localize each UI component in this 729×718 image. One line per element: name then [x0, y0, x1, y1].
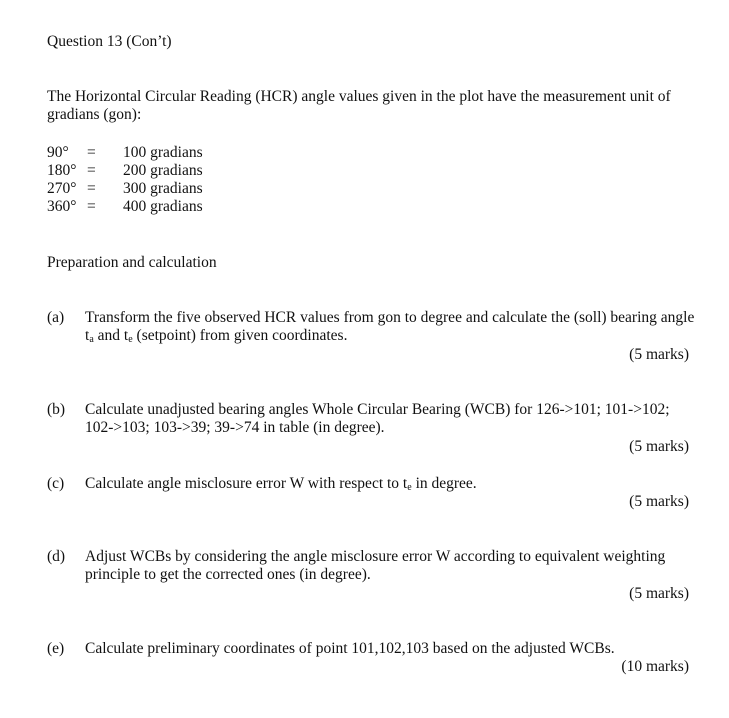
question-d-marks: (5 marks)	[629, 585, 689, 602]
question-d-text: Adjust WCBs by considering the angle misclosure error W according to equivalent weighting principle to get the corrected ones (in degree).	[85, 548, 666, 583]
equals-sign: =	[87, 144, 96, 161]
question-a-text-part: Transform the five observed HCR values from gon to degree and calculate the (soll) bearing angle t	[85, 309, 695, 344]
degree-value: 360°	[47, 198, 77, 215]
conversion-row	[47, 198, 203, 216]
question-a-text	[85, 309, 695, 349]
question-a-text-part: and t	[93, 327, 129, 344]
question-b-text: Calculate unadjusted bearing angles Whole Circular Bearing (WCB) for 126->101; 101->102; 102->103; 103->39; 39->74 in table (in degree).	[85, 401, 670, 436]
question-e-label: (e)	[47, 640, 65, 657]
question-a-marks: (5 marks)	[629, 346, 689, 363]
equals-sign: =	[87, 162, 96, 179]
conversion-row	[47, 162, 203, 180]
question-b-label: (b)	[47, 401, 66, 418]
question-c-marks: (5 marks)	[629, 493, 689, 510]
gon-value: 300 gradians	[123, 180, 203, 197]
question-c-label: (c)	[47, 475, 65, 492]
question-c-text	[85, 475, 695, 497]
degree-value: 270°	[47, 180, 77, 197]
equals-sign: =	[87, 180, 96, 197]
subscript-e: e	[128, 334, 133, 345]
subscript-e: e	[407, 482, 412, 493]
question-c-text-part: in degree.	[411, 475, 477, 492]
question-b-marks: (5 marks)	[629, 438, 689, 455]
conversion-row	[47, 144, 203, 162]
gon-value: 100 gradians	[123, 144, 203, 161]
question-d-label: (d)	[47, 548, 66, 565]
conversion-row	[47, 180, 203, 198]
question-a-text-part: (setpoint) from given coordinates.	[132, 327, 348, 344]
degree-value: 180°	[47, 162, 77, 179]
gon-value: 400 gradians	[123, 198, 203, 215]
question-a-label: (a)	[47, 309, 65, 326]
question-e-marks: (10 marks)	[621, 658, 689, 675]
intro-paragraph: The Horizontal Circular Reading (HCR) angle values given in the plot have the measurement unit of gradians (gon):	[47, 88, 671, 123]
section-title: Preparation and calculation	[47, 254, 217, 271]
page-title: Question 13 (Con’t)	[47, 33, 172, 50]
question-c-text-part: Calculate angle misclosure error W with respect to t	[85, 475, 408, 492]
gon-value: 200 gradians	[123, 162, 203, 179]
equals-sign: =	[87, 198, 96, 215]
question-e-text: Calculate preliminary coordinates of point 101,102,103 based on the adjusted WCBs.	[85, 640, 615, 657]
subscript-a: a	[89, 334, 94, 345]
degree-value: 90°	[47, 144, 69, 161]
